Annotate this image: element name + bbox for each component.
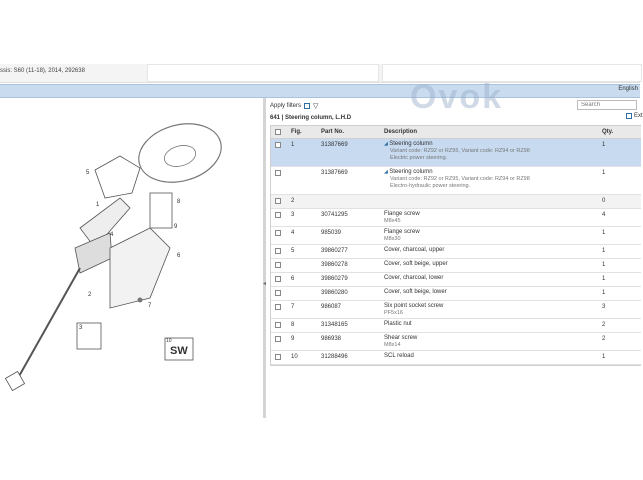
- detail-box-8-9: [150, 193, 172, 228]
- row-checkbox[interactable]: [275, 262, 281, 268]
- description-detail: PF5x16: [384, 310, 403, 316]
- table-row[interactable]: [271, 287, 641, 301]
- cell-part-no[interactable]: 31348165: [321, 322, 348, 328]
- cell-part-no[interactable]: 39860279: [321, 276, 348, 282]
- callout-5: 5: [86, 170, 90, 176]
- callout-4: 4: [110, 232, 114, 238]
- extended-checkbox[interactable]: [626, 113, 632, 119]
- header-fig[interactable]: Fig.: [291, 129, 302, 135]
- row-checkbox[interactable]: [275, 142, 281, 148]
- cell-part-no[interactable]: 39860280: [321, 290, 348, 296]
- header-bar: [0, 84, 640, 98]
- row-checkbox[interactable]: [275, 198, 281, 204]
- expand-triangle-icon[interactable]: ◢: [384, 169, 390, 175]
- callout-6: 6: [177, 253, 181, 259]
- cell-part-no[interactable]: 31387669: [321, 170, 348, 176]
- sw-label: SW: [170, 345, 188, 357]
- apply-filters: [270, 102, 318, 110]
- cell-qty: 0: [602, 198, 606, 204]
- cell-qty: 2: [602, 322, 606, 328]
- callout-3: 3: [79, 325, 83, 331]
- cell-description: [384, 139, 602, 162]
- description-detail: M8x45: [384, 218, 401, 224]
- row-checkbox[interactable]: [275, 336, 281, 342]
- cell-fig: 1: [291, 142, 295, 148]
- cell-description: [384, 287, 602, 296]
- cell-qty: 1: [602, 230, 606, 236]
- table-row[interactable]: [271, 351, 641, 365]
- description-title: Cover, soft beige, lower: [384, 289, 447, 295]
- vehicle-info: ssis: S60 (11-18), 2014, 292638: [0, 68, 85, 74]
- cell-part-no[interactable]: [321, 195, 384, 198]
- table-row[interactable]: [271, 301, 641, 319]
- cell-part-no[interactable]: 986938: [321, 336, 342, 342]
- cell-description: [384, 195, 602, 197]
- expand-triangle-icon[interactable]: ◢: [384, 141, 390, 147]
- row-checkbox[interactable]: [275, 322, 281, 328]
- cell-qty: 1: [602, 290, 606, 296]
- cell-fig: 8: [291, 322, 295, 328]
- cell-part-no[interactable]: 31387669: [321, 142, 348, 148]
- table-body: [271, 139, 641, 365]
- row-checkbox[interactable]: [275, 290, 281, 296]
- steering-wheel-hub: [162, 142, 198, 170]
- cell-qty: 1: [602, 142, 606, 148]
- cell-description: [384, 209, 602, 225]
- breadcrumb: 641 | Steering column, L.H.D: [270, 115, 352, 121]
- description-detail: Variant code: RZ92 or RZ95, Variant code: RZ94 or RZ98: [390, 176, 530, 182]
- cell-description: [384, 273, 602, 282]
- cell-fig: 7: [291, 304, 295, 310]
- row-checkbox[interactable]: [275, 212, 281, 218]
- cell-fig: [291, 287, 321, 290]
- row-checkbox[interactable]: [275, 276, 281, 282]
- screw-7: [138, 298, 143, 303]
- cell-qty: 1: [602, 248, 606, 254]
- table-row[interactable]: [271, 333, 641, 351]
- description-detail: M8x30: [384, 236, 401, 242]
- description-title: Steering column: [389, 141, 433, 147]
- table-row[interactable]: [271, 139, 641, 167]
- cell-qty: 1: [602, 170, 606, 176]
- description-title: Shear screw: [384, 335, 418, 341]
- description-title: Cover, soft beige, upper: [384, 261, 448, 267]
- cell-qty: 1: [602, 262, 606, 268]
- steering-column-diagram: [0, 98, 263, 418]
- description-detail: Variant code: RZ92 or RZ95, Variant code: RZ94 or RZ98: [390, 148, 530, 154]
- intermediate-shaft: [18, 268, 83, 378]
- cell-part-no[interactable]: 39860278: [321, 262, 348, 268]
- table-row[interactable]: [271, 167, 641, 195]
- cell-qty: 1: [602, 276, 606, 282]
- description-title: Flange screw: [384, 229, 420, 235]
- description-title: Cover, charcoal, upper: [384, 247, 445, 253]
- header-description[interactable]: Description: [384, 128, 418, 135]
- cell-fig: 5: [291, 248, 295, 254]
- description-title: Flange screw: [384, 211, 420, 217]
- table-header: [271, 126, 641, 139]
- cell-fig: 10: [291, 354, 298, 360]
- cell-fig: 2: [291, 198, 295, 204]
- shaft-joint: [5, 371, 24, 390]
- description-detail: Electric power steering.: [390, 155, 448, 161]
- cell-part-no[interactable]: 985039: [321, 230, 342, 236]
- row-checkbox[interactable]: [275, 248, 281, 254]
- parts-diagram-panel: [0, 98, 263, 418]
- table-row[interactable]: [271, 319, 641, 333]
- cell-fig: 4: [291, 230, 295, 236]
- description-detail: Electro-hydraulic power steering.: [390, 183, 471, 189]
- cell-description: [384, 167, 602, 190]
- description-title: Six point socket screw: [384, 303, 444, 309]
- watermark: Ovok: [410, 78, 504, 116]
- cell-fig: [291, 167, 321, 170]
- cell-part-no[interactable]: 31288496: [321, 354, 348, 360]
- search-input[interactable]: [577, 100, 637, 110]
- cell-description: [384, 227, 602, 243]
- parts-table: [270, 125, 641, 366]
- extended-toggle[interactable]: [626, 113, 643, 119]
- extended-label: Ext: [634, 113, 643, 119]
- upper-cover-shape: [95, 156, 140, 198]
- callout-9: 9: [174, 224, 178, 230]
- lower-cover-shape: [110, 228, 170, 308]
- header-part-no[interactable]: Part No.: [321, 129, 345, 135]
- steering-wheel-outline: [132, 115, 228, 191]
- table-row[interactable]: [271, 273, 641, 287]
- cell-description: [384, 333, 602, 349]
- language-selector[interactable]: English: [618, 86, 638, 92]
- cell-part-no[interactable]: 39860277: [321, 248, 348, 254]
- callout-7: 7: [148, 303, 152, 309]
- callout-10: 10: [166, 338, 172, 344]
- cell-description: [384, 301, 602, 317]
- table-row[interactable]: [271, 259, 641, 273]
- filter-icon[interactable]: ▽: [313, 103, 319, 110]
- toolbar-field[interactable]: [147, 64, 379, 82]
- table-row[interactable]: [271, 195, 641, 209]
- cell-fig: 3: [291, 212, 295, 218]
- row-checkbox[interactable]: [275, 230, 281, 236]
- callout-2: 2: [88, 292, 92, 298]
- cell-fig: 9: [291, 336, 295, 342]
- row-checkbox[interactable]: [275, 170, 281, 176]
- cell-description: [384, 245, 602, 254]
- row-checkbox[interactable]: [275, 354, 281, 360]
- cell-description: [384, 319, 602, 328]
- callout-8: 8: [177, 199, 181, 205]
- cell-qty: 2: [602, 336, 606, 342]
- description-title: Plastic nut: [384, 321, 412, 327]
- row-checkbox[interactable]: [275, 304, 281, 310]
- cell-qty: 4: [602, 212, 606, 218]
- cell-description: [384, 351, 602, 360]
- cell-qty: 3: [602, 304, 606, 310]
- cell-fig: [291, 259, 321, 262]
- table-row[interactable]: [271, 209, 641, 227]
- table-row[interactable]: [271, 245, 641, 259]
- cell-part-no[interactable]: 986087: [321, 304, 342, 310]
- apply-filters-checkbox[interactable]: [304, 103, 310, 109]
- description-title: Cover, charcoal, lower: [384, 275, 444, 281]
- description-detail: M8x14: [384, 342, 401, 348]
- cell-qty: 1: [602, 354, 606, 360]
- header-qty[interactable]: Qty.: [602, 129, 614, 135]
- table-row[interactable]: [271, 227, 641, 245]
- callout-1: 1: [96, 202, 100, 208]
- apply-filters-label: Apply filters: [270, 103, 302, 109]
- description-title: SCL reload: [384, 353, 414, 359]
- parts-list-panel: [266, 98, 643, 418]
- description-title: Steering column: [389, 169, 433, 175]
- cell-fig: 6: [291, 276, 295, 282]
- collapse-arrow-icon[interactable]: ◂: [263, 281, 267, 287]
- cell-part-no[interactable]: 30741295: [321, 212, 348, 218]
- cell-description: [384, 259, 602, 268]
- select-all-checkbox[interactable]: [275, 129, 281, 135]
